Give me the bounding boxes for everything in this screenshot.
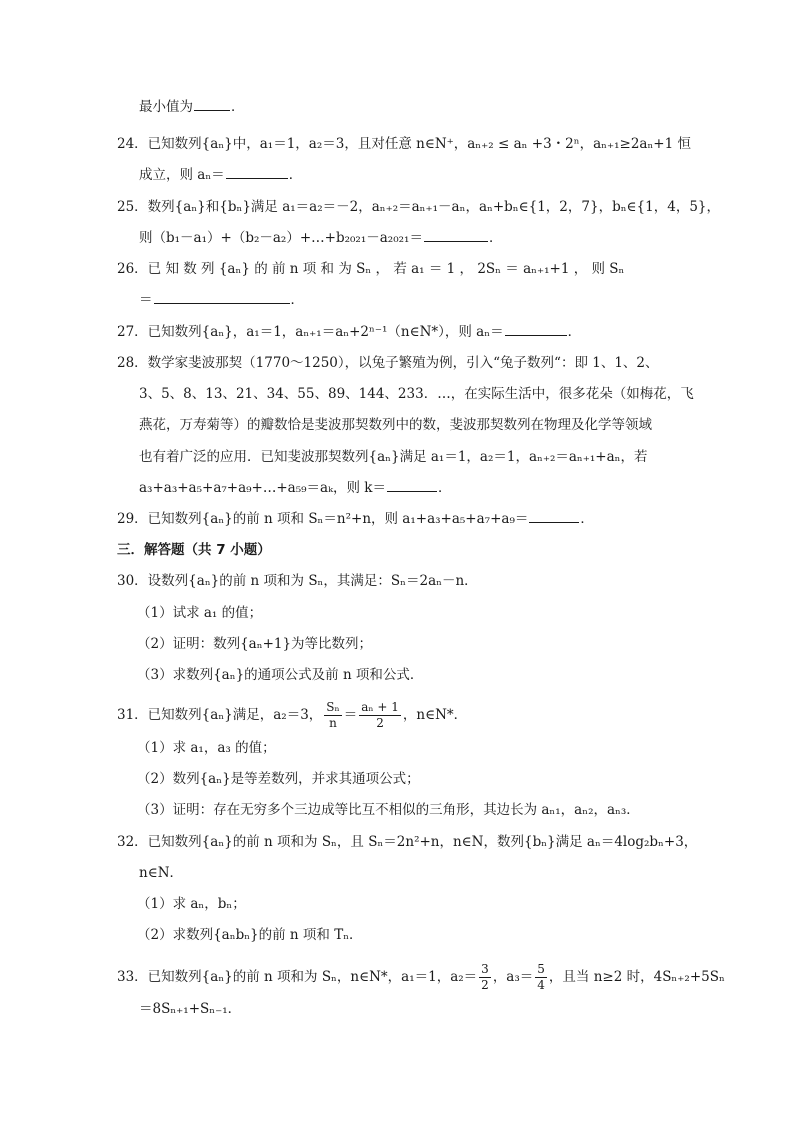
problem-32: 32．已知数列{aₙ}的前 n 项和为 Sₙ，且 Sₙ＝2n²+n，n∈N，数列{bₙ}满足 aₙ＝4log₂bₙ+3，	[117, 834, 698, 850]
problem-24: 24．已知数列{aₙ}中，a₁＝1，a₂＝3，且对任意 n∈N⁺，aₙ₊₂ ≤ aₙ +3・2ⁿ，aₙ₊₁≥2aₙ+1 恒	[117, 136, 691, 152]
answer-blank	[194, 97, 230, 111]
text-line: a₃+a₃+a₅+a₇+a₉+…+a₅₉＝aₖ，则 k＝ ．	[139, 480, 452, 496]
text-line: 则（b₁－a₁）+（b₂－a₂）+…+b₂₀₂₁－a₂₀₂₁＝ ．	[139, 230, 503, 246]
problem-27: 27．已知数列{aₙ}，a₁＝1，aₙ₊₁＝aₙ+2ⁿ⁻¹（n∈N*），则 aₙ＝ ．	[117, 324, 582, 340]
sub-question: （2）证明：数列{aₙ+1}为等比数列；	[137, 636, 373, 652]
sub-question: （1）求 a₁，a₃ 的值；	[137, 740, 276, 756]
text-line: 燕花，万寿菊等）的瓣数恰是斐波那契数列中的数，斐波那契数列在物理及化学等领域	[139, 417, 652, 433]
text-line: n∈N．	[139, 865, 184, 881]
fraction: $\frac{3}{2}$	[481, 962, 489, 992]
answer-blank	[226, 165, 288, 179]
problem-29: 29．已知数列{aₙ}的前 n 项和 Sₙ＝n²+n，则 a₁+a₃+a₅+a₇+a₉＝ ．	[117, 511, 594, 527]
text-line: 最小值为 ．	[139, 99, 245, 115]
text-line: 也有着广泛的应用．已知斐波那契数列{aₙ}满足 a₁＝1，a₂＝1，aₙ₊₂＝aₙ₊₁+aₙ，若	[139, 449, 648, 465]
answer-blank	[505, 322, 567, 336]
text-line: ＝ ．	[139, 292, 304, 308]
answer-blank	[154, 290, 290, 304]
sub-question: （3）求数列{aₙ}的通项公式及前 n 项和公式．	[137, 667, 424, 683]
fraction: $\frac{\text{aₙ + 1}}{2}$	[361, 700, 399, 730]
problem-33: 33．已知数列{aₙ}的前 n 项和为 Sₙ，n∈N*，a₁＝1，a₂＝ $\frac{3}{2}$ ，a₃＝ $\frac{5}{4}$ ，且当 n≥2 时，4Sₙ₊₂+5Sₙ	[117, 962, 725, 992]
problem-25: 25．数列{aₙ}和{bₙ}满足 a₁＝a₂＝－2，aₙ₊₂＝aₙ₊₁－aₙ，aₙ+bₙ∈{1，2，7}，bₙ∈{1，4，5}，	[117, 199, 720, 215]
answer-blank	[424, 228, 488, 242]
problem-31: 31．已知数列{aₙ}满足，a₂＝3， $\frac{\text{Sₙ}}{n}$ ＝ $\frac{\text{aₙ + 1}}{2}$ ，n∈N*．	[117, 700, 468, 730]
text-line: 成立，则 aₙ＝ ．	[139, 167, 303, 183]
sub-question: （1）求 aₙ，bₙ；	[137, 896, 246, 912]
text-line: ＝8Sₙ₊₁+Sₙ₋₁．	[139, 1001, 242, 1017]
sub-question: （3）证明：存在无穷多个三边成等比互不相似的三角形，其边长为 aₙ₁，aₙ₂，aₙ₃．	[137, 802, 640, 818]
section-heading: 三．解答题（共 7 小题）	[117, 542, 271, 558]
sub-question: （2）求数列{aₙbₙ}的前 n 项和 Tₙ．	[137, 927, 363, 943]
fraction: $\frac{5}{4}$	[537, 962, 545, 992]
answer-blank	[529, 509, 579, 523]
text-line: 3、5、8、13、21、34、55、89、144、233．…，在实际生活中，很多花朵（如梅花，飞	[139, 386, 694, 402]
problem-30: 30．设数列{aₙ}的前 n 项和为 Sₙ，其满足：Sₙ＝2aₙ－n．	[117, 573, 478, 589]
sub-question: （2）数列{aₙ}是等差数列，并求其通项公式；	[137, 771, 420, 787]
problem-28: 28．数学家斐波那契（1770～1250），以兔子繁殖为例，引入“兔子数列“：即 1、1、2、	[117, 355, 659, 371]
fraction: $\frac{\text{Sₙ}}{n}$	[326, 700, 340, 730]
answer-blank	[387, 478, 437, 492]
sub-question: （1）试求 a₁ 的值；	[137, 605, 263, 621]
problem-26: 26．已 知 数 列 {aₙ} 的 前 n 项 和 为 Sₙ ， 若 a₁ ＝ 1 ， 2Sₙ ＝ aₙ₊₁+1 ， 则 Sₙ	[117, 261, 625, 277]
